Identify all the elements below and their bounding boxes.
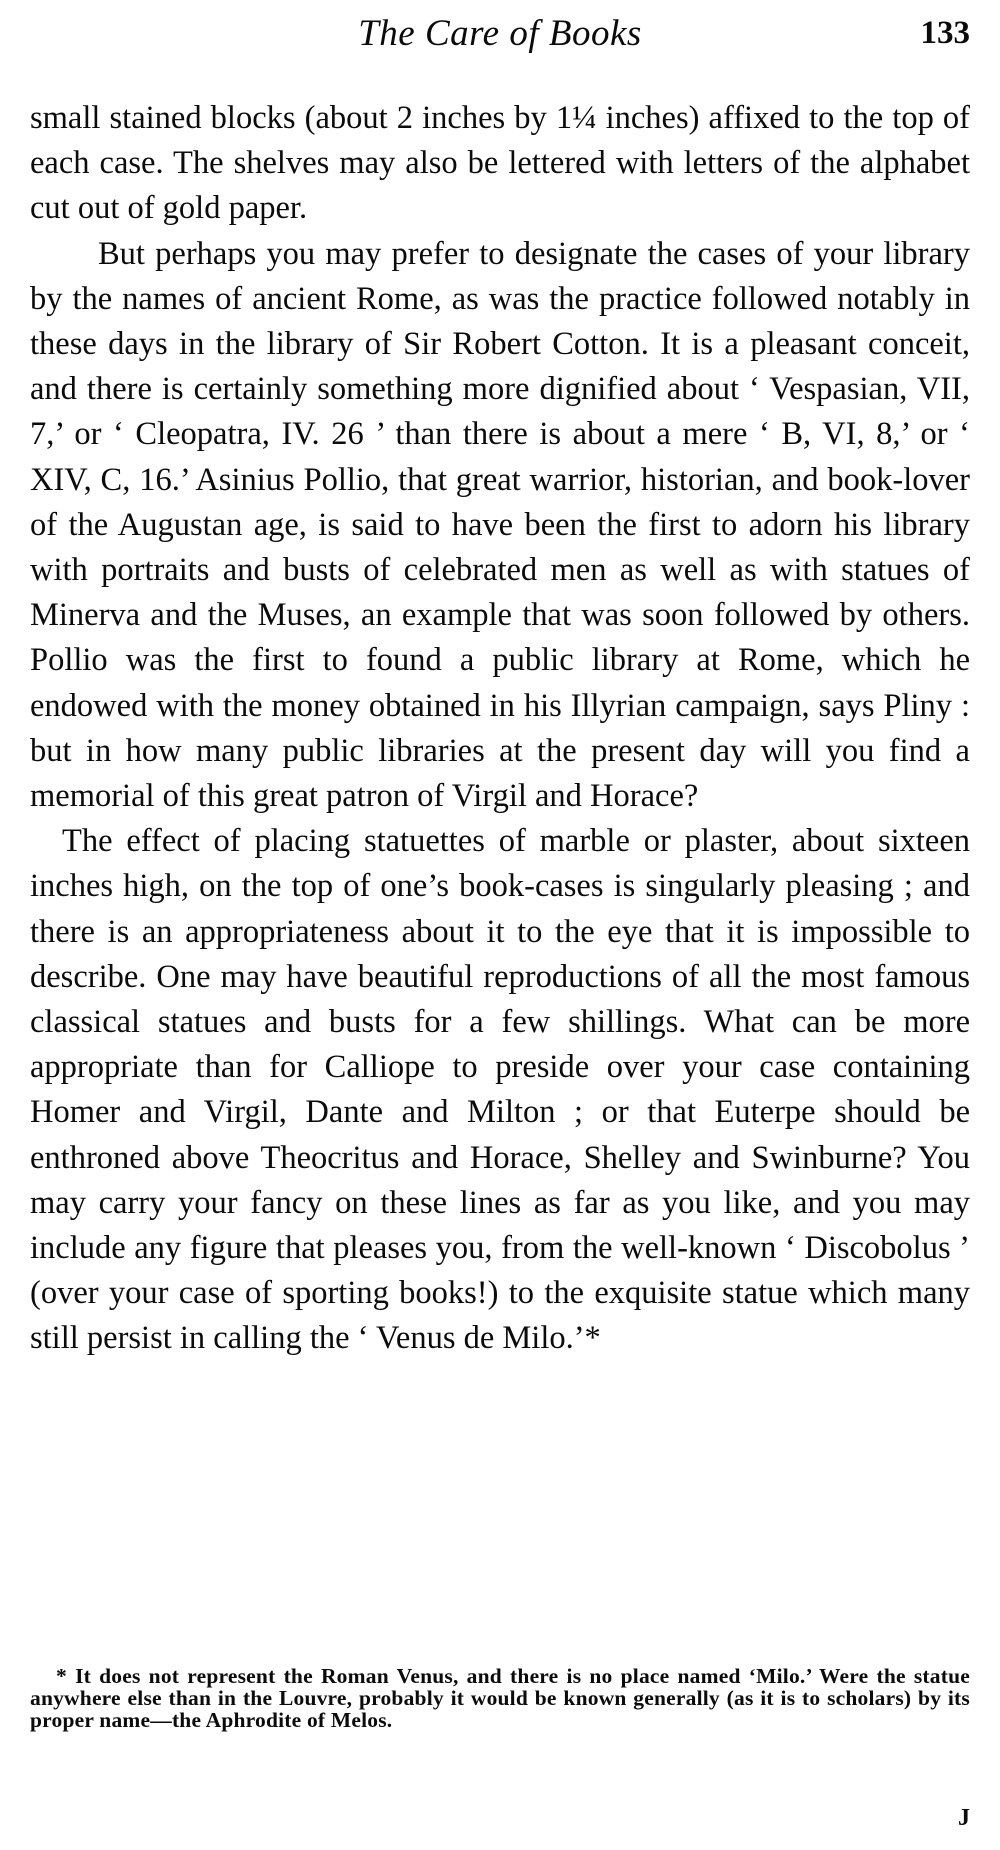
running-head bbox=[30, 12, 970, 62]
running-title: The Care of Books bbox=[358, 13, 642, 54]
page-number: 133 bbox=[920, 15, 970, 51]
paragraph-continuation: small stained blocks (about 2 inches by 1¼ inches) affixed to the top of each case. The shelves may also be lettered with letters of the alphabet cut out of gold paper. bbox=[30, 100, 970, 227]
paragraph-cotton: But perhaps you may prefer to designate the cases of your library by the names of ancient Rome, as was the practice followed notably in these days in the library of Sir Robert Cotton. It is a pleasant conceit, and there is certainly something more dignified about ‘ Vespasian, VII, 7,’ or ‘ Cleopatra, IV. 26 ’ than there is about a mere ‘ B, VI, 8,’ or ‘ XIV, C, 16.’ Asinius Pollio, that great warrior, historian, and book-lover of the Augustan age, is said to have been the first to adorn his library with portraits and busts of celebrated men as well as with statues of Minerva and the Muses, an example that was soon followed by others. Pollio was the first to found a public library at Rome, which he endowed with the money obtained in his Illyrian campaign, says Pliny : but in how many public libraries at the present day will you find a memorial of this great patron of Virgil and Horace? bbox=[30, 235, 970, 815]
signature-mark: J bbox=[958, 1805, 970, 1831]
footnote: * It does not represent the Roman Venus, and there is no place named ‘Milo.’ Were the statue anywhere else than in the Louvre, probably it would be known generally (as it is to scholars) by its proper name—the Aphrodite of Melos. bbox=[30, 1664, 970, 1732]
paragraph-statuettes: The effect of placing statuettes of marble or plaster, about sixteen inches high, on the top of one’s book-cases is singularly pleasing ; and there is an appropriateness about it to the eye that it is impossible to describe. One may have beautiful reproductions of all the most famous classical statues and busts for a few shillings. What can be more appropriate than for Calliope to preside over your case containing Homer and Virgil, Dante and Milton ; or that Euterpe should be enthroned above Theocritus and Horace, Shelley and Swinburne? You may carry your fancy on these lines as far as you like, and you may include any figure that pleases you, from the well-known ‘ Discobolus ’ (over your case of sporting books!) to the exquisite statue which many still persist in calling the ‘ Venus de Milo.’* bbox=[30, 823, 970, 1357]
body-text bbox=[30, 96, 970, 1362]
